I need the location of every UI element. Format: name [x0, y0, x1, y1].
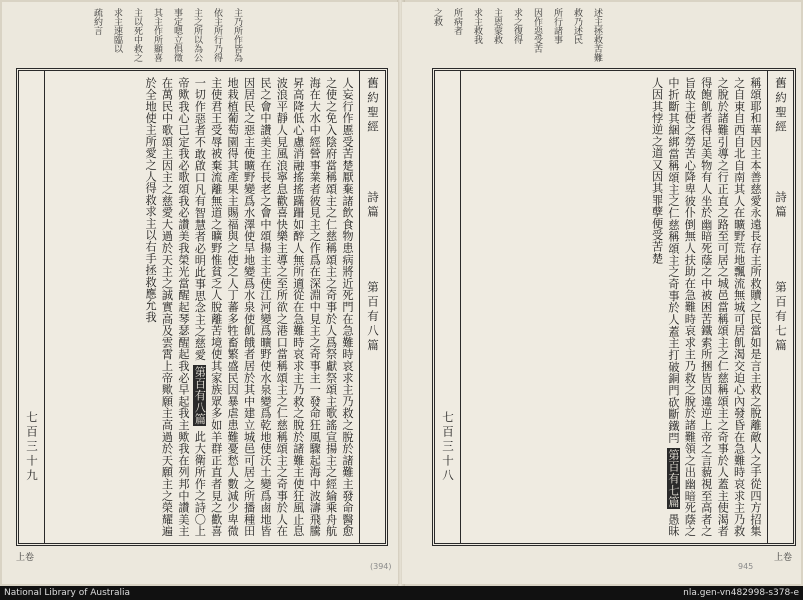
- pencil-mark: (394): [370, 562, 392, 571]
- margin-note: 依主所行乃得: [212, 8, 222, 62]
- right-page: [402, 2, 801, 584]
- left-header-band: [359, 71, 385, 543]
- library-credit: National Library of Australia: [4, 588, 131, 598]
- margin-note: 主恩蒙救: [492, 8, 502, 44]
- library-credit-bar: [0, 586, 803, 600]
- margin-note: 所病者: [452, 8, 462, 35]
- margin-note: 求主速臨以: [112, 8, 122, 53]
- left-text-frame: [16, 68, 388, 546]
- margin-note: 主之所以為公: [192, 8, 202, 62]
- margin-note: 求主救我: [472, 8, 482, 44]
- margin-note: 主以死中救之: [132, 8, 142, 62]
- margin-note: 疏約言: [92, 8, 102, 35]
- scripture-text: 稱頌耶和華因主本善慈愛永遠長存主所救贖之民當如是言主救之脫離敵人之手從四方招集之自東自西自北自南其人在曠野荒地飄流無城可居飢渴交迫心內發昏在急難時哀求主乃救之脫於諸難引導之行正直之路至可居之城邑當稱頌主之仁慈稱頌主之奇事於人蓋主使渴者得飽飢者得足美物有人坐於幽暗死蔭之中被困苦鐵索所捆皆因違逆上帝之言藐視至高者之旨故主使之勞苦心降卑彼仆倒無人扶助在急難時哀求主乃救之脫於諸難領之出幽暗死蔭之中折斷其綑綁當稱頌主之仁慈稱頌主之奇事於人蓋主打破銅門砍斷鐵閂: [666, 77, 762, 537]
- chapter-title: 第百有八篇: [366, 281, 380, 354]
- scripture-text: 愚昧人因其悖逆之道又因其罪孽便受苦楚: [650, 77, 680, 537]
- right-page-notes: [432, 8, 602, 66]
- left-page: [2, 2, 398, 584]
- margin-note: 救乃述民: [572, 8, 582, 44]
- margin-note: 所行諸事: [552, 8, 562, 44]
- footer-mark: 上卷: [774, 553, 793, 563]
- page-number: 七百三十九: [25, 411, 39, 484]
- footer-mark: 上卷: [16, 553, 35, 563]
- book-title: 舊約聖經: [774, 77, 788, 135]
- right-body-text: [465, 77, 763, 537]
- pencil-mark: 945: [738, 562, 754, 571]
- margin-note: 其主作所顯喜: [152, 8, 162, 62]
- margin-note: 述主拯救苦難: [592, 8, 602, 62]
- chapter-heading: 第百有八篇: [193, 366, 207, 426]
- right-text-frame: [432, 68, 796, 546]
- chapter-title: 第百有七篇: [774, 281, 788, 354]
- section-title: 詩篇: [774, 191, 788, 220]
- book-title: 舊約聖經: [366, 77, 380, 135]
- scripture-text: 此大衛所作之詩〇上帝歟我心已定我必歌頌我必讚美我榮光當醒起琴瑟醒起我必早起我主歟我在列邦中讚美主在萬民中歌頌主因主之慈愛大過於天主之誠實高及雲霄上帝歟願主高過於天願主之榮耀遍於全地使主所愛之人得救求主以右手拯救應允我: [144, 77, 207, 537]
- chapter-heading: 第百有七篇: [666, 449, 680, 509]
- page-number: 七百三十八: [441, 411, 455, 484]
- left-page-notes: [92, 8, 242, 66]
- right-page-number-band: [435, 71, 461, 543]
- margin-note: 因作惡受苦: [532, 8, 542, 53]
- margin-note: 事定嗯立俱徵: [172, 8, 182, 62]
- right-header-band: [767, 71, 793, 543]
- scripture-text: 人妄行作慝受苦楚厭棄諸飲食物患病將近死門在急難時哀求主乃救之脫於諸難主發命醫愈之使之免入陰府當稱頌主之仁慈稱頌主之奇事於人爲祭獻祭頌主歌謠宣揚主之經綸乘舟航海在大水中經營事業者彼見主之作爲在深淵中見主之奇事主一發命狂風驟起海中波濤飛騰昇高降低心慮消融搖搖蹣跚如醉人無所適從在急難時哀求主乃救之脫於諸難主使狂風止息波浪平靜人見風浪寧息歡喜快樂主導之至所欲之港口當稱頌主之仁慈稱頌主之奇事於人在民之會中讚美主在長老之會中頌揚主主使江河變爲曠野使水泉變爲乾地使沃土變爲鹵地皆因居民之惡主使曠野變爲水澤使旱地變爲水泉使飢餓者居於其中建立城邑可居之所播種田地栽植葡萄園得其產果主賜福與之使之人丁蕃多牲畜繁盛民因暴虐患難憂愁人數減少卑微主使君王受辱被棄流離無道之曠野惟貧乏人脫離苦境使其家族眾多如羊群正直者見之歡喜一切作惡者不敢啟口凡有智慧者必明此事思念主之慈愛: [193, 77, 354, 537]
- margin-note: 之救: [432, 8, 442, 26]
- left-page-number-band: [19, 71, 45, 543]
- item-reference: nla.gen-vn482998-s378-e: [683, 588, 799, 598]
- left-body-text: [49, 77, 355, 537]
- section-title: 詩篇: [366, 191, 380, 220]
- margin-note: 求之復得: [512, 8, 522, 44]
- margin-note: 主乃所作皆為: [232, 8, 242, 62]
